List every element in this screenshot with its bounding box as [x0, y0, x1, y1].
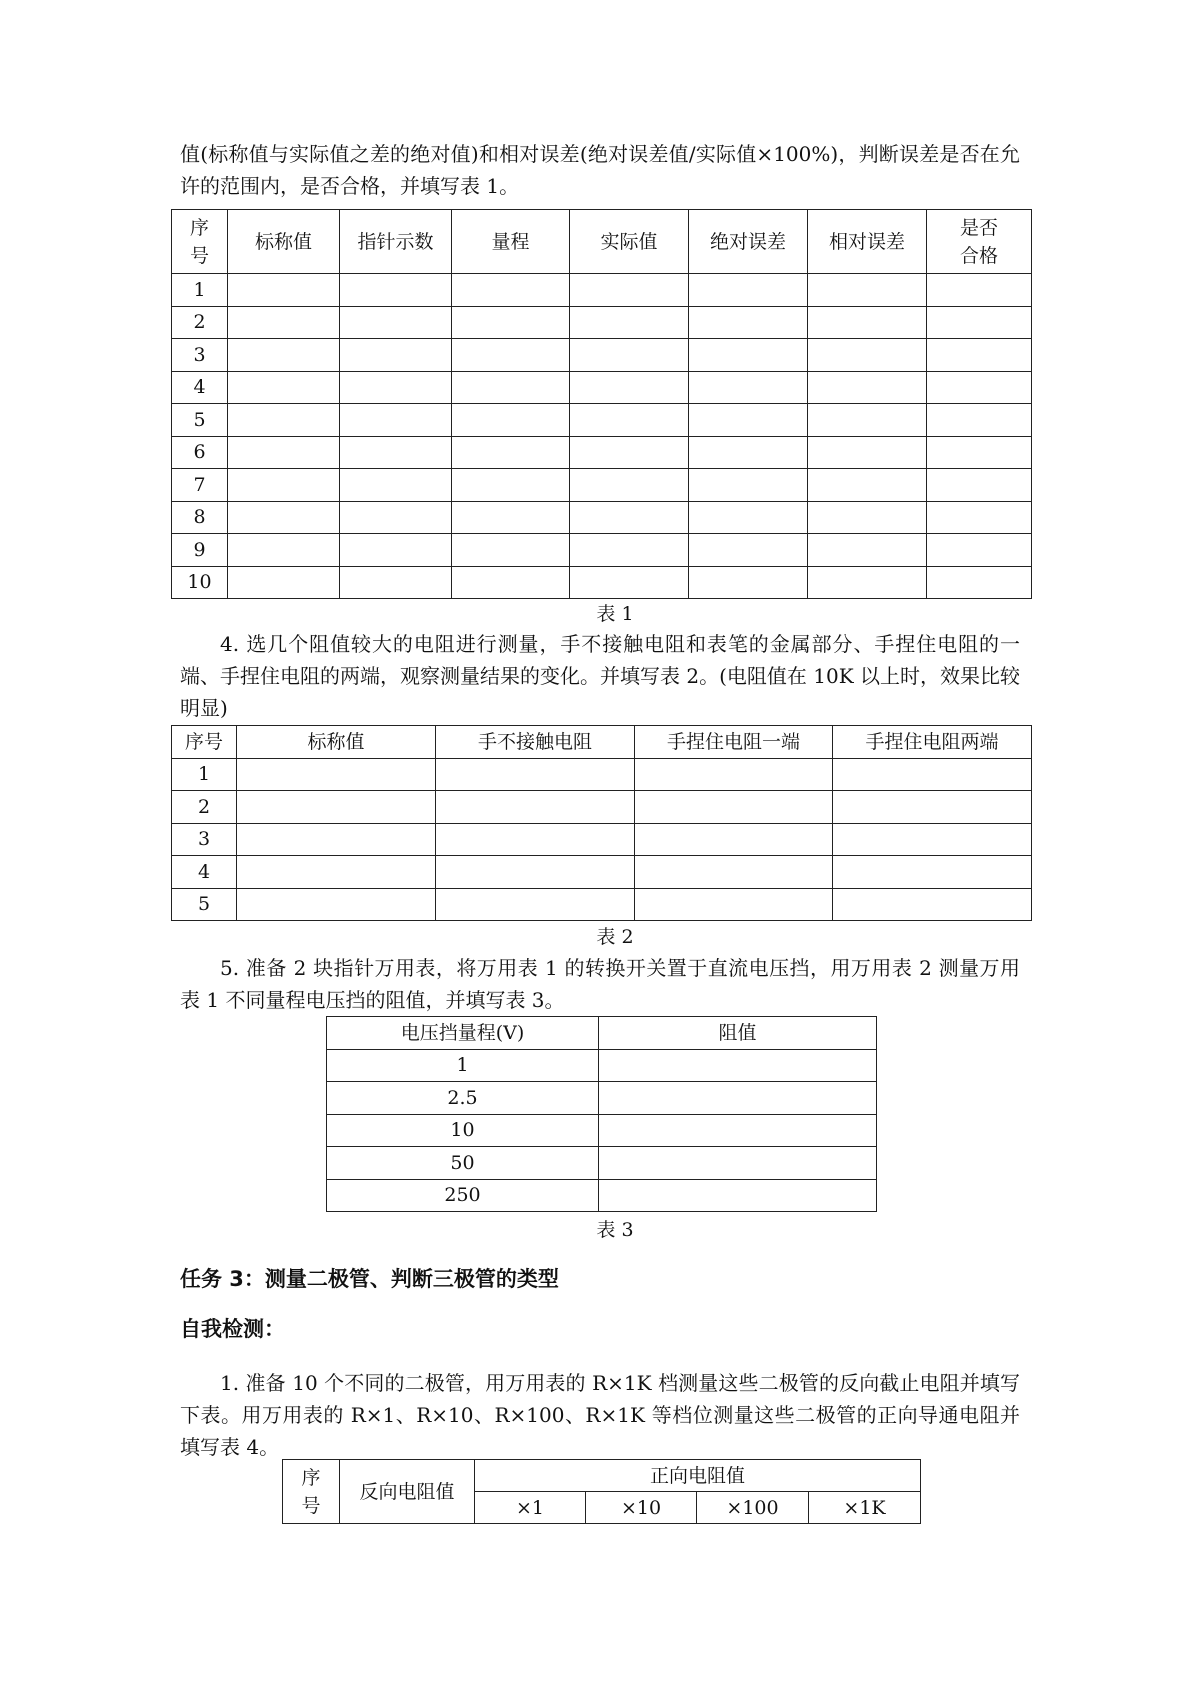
table-1-header: 绝对误差 [689, 210, 808, 274]
table-1-header: 标称值 [228, 210, 340, 274]
empty-cell [570, 469, 689, 502]
row-number: 10 [172, 566, 228, 599]
empty-cell [808, 501, 927, 534]
empty-cell [228, 469, 340, 502]
voltage-range: 10 [327, 1114, 599, 1147]
row-number: 4 [172, 856, 237, 889]
table-3-header-row [327, 1017, 877, 1050]
table-1-header: 序号 [172, 210, 228, 274]
empty-cell [808, 371, 927, 404]
table-row [327, 1049, 877, 1082]
table-1-header: 实际值 [570, 210, 689, 274]
empty-cell [340, 371, 452, 404]
table-4-header-forward: 正向电阻值 [475, 1460, 921, 1492]
empty-cell [927, 306, 1032, 339]
intro-paragraph: 值(标称值与实际值之差的绝对值)和相对误差(绝对误差值/实际值×100%)，判断误差是否在允许的范围内，是否合格，并填写表 1。 [180, 142, 1020, 198]
empty-cell [689, 371, 808, 404]
empty-cell [808, 404, 927, 437]
empty-cell [570, 501, 689, 534]
row-number: 1 [172, 274, 228, 307]
empty-cell [635, 856, 833, 889]
table-row [172, 436, 1032, 469]
empty-cell [808, 339, 927, 372]
empty-cell [436, 823, 635, 856]
empty-cell [340, 274, 452, 307]
empty-cell [689, 534, 808, 567]
empty-cell [452, 469, 570, 502]
empty-cell [635, 791, 833, 824]
empty-cell [808, 274, 927, 307]
table-row [172, 856, 1032, 889]
table-1-caption: 表 1 [596, 603, 634, 625]
empty-cell [228, 566, 340, 599]
table-4-header-row [283, 1460, 921, 1492]
empty-cell [228, 371, 340, 404]
empty-cell [927, 436, 1032, 469]
empty-cell [833, 856, 1032, 889]
empty-cell [570, 306, 689, 339]
table-row [172, 306, 1032, 339]
empty-cell [833, 823, 1032, 856]
empty-cell [570, 566, 689, 599]
table-row [327, 1147, 877, 1180]
empty-cell [452, 339, 570, 372]
empty-cell [452, 274, 570, 307]
row-number: 5 [172, 888, 237, 921]
empty-cell [927, 274, 1032, 307]
empty-cell [808, 469, 927, 502]
empty-cell [689, 436, 808, 469]
paragraph-5: 5. 准备 2 块指针万用表，将万用表 1 的转换开关置于直流电压挡，用万用表 2 测量万用表 1 不同量程电压挡的阻值，并填写表 3。 [180, 956, 1020, 1012]
empty-cell [436, 758, 635, 791]
row-number: 8 [172, 501, 228, 534]
table-4-header-serial: 序号 [283, 1460, 340, 1524]
empty-cell [340, 436, 452, 469]
empty-cell [570, 371, 689, 404]
empty-cell [570, 274, 689, 307]
paragraph-diode: 1. 准备 10 个不同的二极管，用万用表的 R×1K 档测量这些二极管的反向截止电阻并填写下表。用万用表的 R×1、R×10、R×100、R×1K 等档位测量这些二极管的正向导通电阻并填写表 4。 [180, 1371, 1020, 1459]
row-number: 9 [172, 534, 228, 567]
voltage-range: 50 [327, 1147, 599, 1180]
table-1-header: 量程 [452, 210, 570, 274]
table-1-header: 是否合格 [927, 210, 1032, 274]
table-row [327, 1082, 877, 1115]
empty-cell [570, 339, 689, 372]
empty-cell [689, 339, 808, 372]
empty-cell [808, 566, 927, 599]
empty-cell [689, 469, 808, 502]
empty-cell [237, 856, 436, 889]
empty-cell [833, 758, 1032, 791]
empty-cell [570, 534, 689, 567]
table-row [172, 888, 1032, 921]
empty-cell [228, 339, 340, 372]
row-number: 7 [172, 469, 228, 502]
empty-cell [808, 534, 927, 567]
table-2-header: 序号 [172, 726, 237, 759]
table-2-caption: 表 2 [596, 926, 634, 948]
empty-cell [689, 274, 808, 307]
empty-cell [340, 534, 452, 567]
table-1-header: 指针示数 [340, 210, 452, 274]
empty-cell [340, 339, 452, 372]
table-row [327, 1114, 877, 1147]
empty-cell [927, 534, 1032, 567]
row-number: 4 [172, 371, 228, 404]
table-row [172, 758, 1032, 791]
empty-cell [570, 404, 689, 437]
empty-cell [228, 534, 340, 567]
row-number: 5 [172, 404, 228, 437]
table-3 [326, 1016, 877, 1212]
table-2-header: 手不接触电阻 [436, 726, 635, 759]
table-row [172, 823, 1032, 856]
empty-cell [228, 436, 340, 469]
empty-cell [599, 1179, 877, 1212]
row-number: 3 [172, 339, 228, 372]
table-4-header-reverse: 反向电阻值 [340, 1460, 475, 1524]
empty-cell [452, 566, 570, 599]
paragraph-4: 4. 选几个阻值较大的电阻进行测量，手不接触电阻和表笔的金属部分、手捏住电阻的一端、手捏住电阻的两端，观察测量结果的变化。并填写表 2。(电阻值在 10K 以上时，效果比较明显) [180, 632, 1020, 720]
empty-cell [599, 1049, 877, 1082]
empty-cell [340, 501, 452, 534]
empty-cell [436, 888, 635, 921]
empty-cell [833, 791, 1032, 824]
empty-cell [635, 823, 833, 856]
self-test-heading: 自我检测： [180, 1317, 285, 1341]
empty-cell [927, 501, 1032, 534]
empty-cell [228, 274, 340, 307]
table-2-header: 手捏住电阻一端 [635, 726, 833, 759]
empty-cell [340, 404, 452, 437]
table-3-caption: 表 3 [596, 1219, 634, 1241]
row-number: 2 [172, 791, 237, 824]
empty-cell [436, 791, 635, 824]
row-number: 2 [172, 306, 228, 339]
table-4 [282, 1459, 921, 1524]
table-3-header: 阻值 [599, 1017, 877, 1050]
empty-cell [237, 823, 436, 856]
empty-cell [340, 566, 452, 599]
empty-cell [689, 501, 808, 534]
empty-cell [833, 888, 1032, 921]
table-1-header: 相对误差 [808, 210, 927, 274]
table-row [172, 469, 1032, 502]
table-row [172, 404, 1032, 437]
empty-cell [599, 1147, 877, 1180]
voltage-range: 250 [327, 1179, 599, 1212]
empty-cell [599, 1114, 877, 1147]
table-2-header: 手捏住电阻两端 [833, 726, 1032, 759]
voltage-range: 1 [327, 1049, 599, 1082]
table-2-header: 标称值 [237, 726, 436, 759]
table-row [172, 791, 1032, 824]
empty-cell [237, 888, 436, 921]
empty-cell [599, 1082, 877, 1115]
voltage-range: 2.5 [327, 1082, 599, 1115]
table-row [327, 1179, 877, 1212]
empty-cell [237, 758, 436, 791]
empty-cell [808, 436, 927, 469]
table-2-header-row [172, 726, 1032, 759]
empty-cell [452, 371, 570, 404]
empty-cell [927, 339, 1032, 372]
table-3-header: 电压挡量程(V) [327, 1017, 599, 1050]
table-4-range: ×100 [697, 1492, 809, 1524]
empty-cell [689, 566, 808, 599]
task-3-heading: 任务 3：测量二极管、判断三极管的类型 [180, 1267, 559, 1291]
table-row [172, 566, 1032, 599]
empty-cell [452, 501, 570, 534]
empty-cell [927, 404, 1032, 437]
table-row [172, 534, 1032, 567]
empty-cell [340, 469, 452, 502]
empty-cell [228, 501, 340, 534]
empty-cell [228, 404, 340, 437]
table-4-range: ×1 [475, 1492, 586, 1524]
empty-cell [689, 404, 808, 437]
table-4-range: ×10 [586, 1492, 697, 1524]
table-1 [171, 209, 1032, 599]
row-number: 6 [172, 436, 228, 469]
empty-cell [808, 306, 927, 339]
empty-cell [452, 534, 570, 567]
empty-cell [237, 791, 436, 824]
empty-cell [635, 888, 833, 921]
table-4-range: ×1K [809, 1492, 921, 1524]
empty-cell [340, 306, 452, 339]
empty-cell [436, 856, 635, 889]
table-row [172, 371, 1032, 404]
empty-cell [927, 371, 1032, 404]
table-2 [171, 725, 1032, 921]
row-number: 1 [172, 758, 237, 791]
empty-cell [570, 436, 689, 469]
table-1-header-row [172, 210, 1032, 274]
empty-cell [452, 404, 570, 437]
row-number: 3 [172, 823, 237, 856]
empty-cell [228, 306, 340, 339]
empty-cell [927, 566, 1032, 599]
empty-cell [452, 306, 570, 339]
empty-cell [689, 306, 808, 339]
empty-cell [635, 758, 833, 791]
table-row [172, 339, 1032, 372]
empty-cell [927, 469, 1032, 502]
empty-cell [452, 436, 570, 469]
table-row [172, 274, 1032, 307]
table-row [172, 501, 1032, 534]
